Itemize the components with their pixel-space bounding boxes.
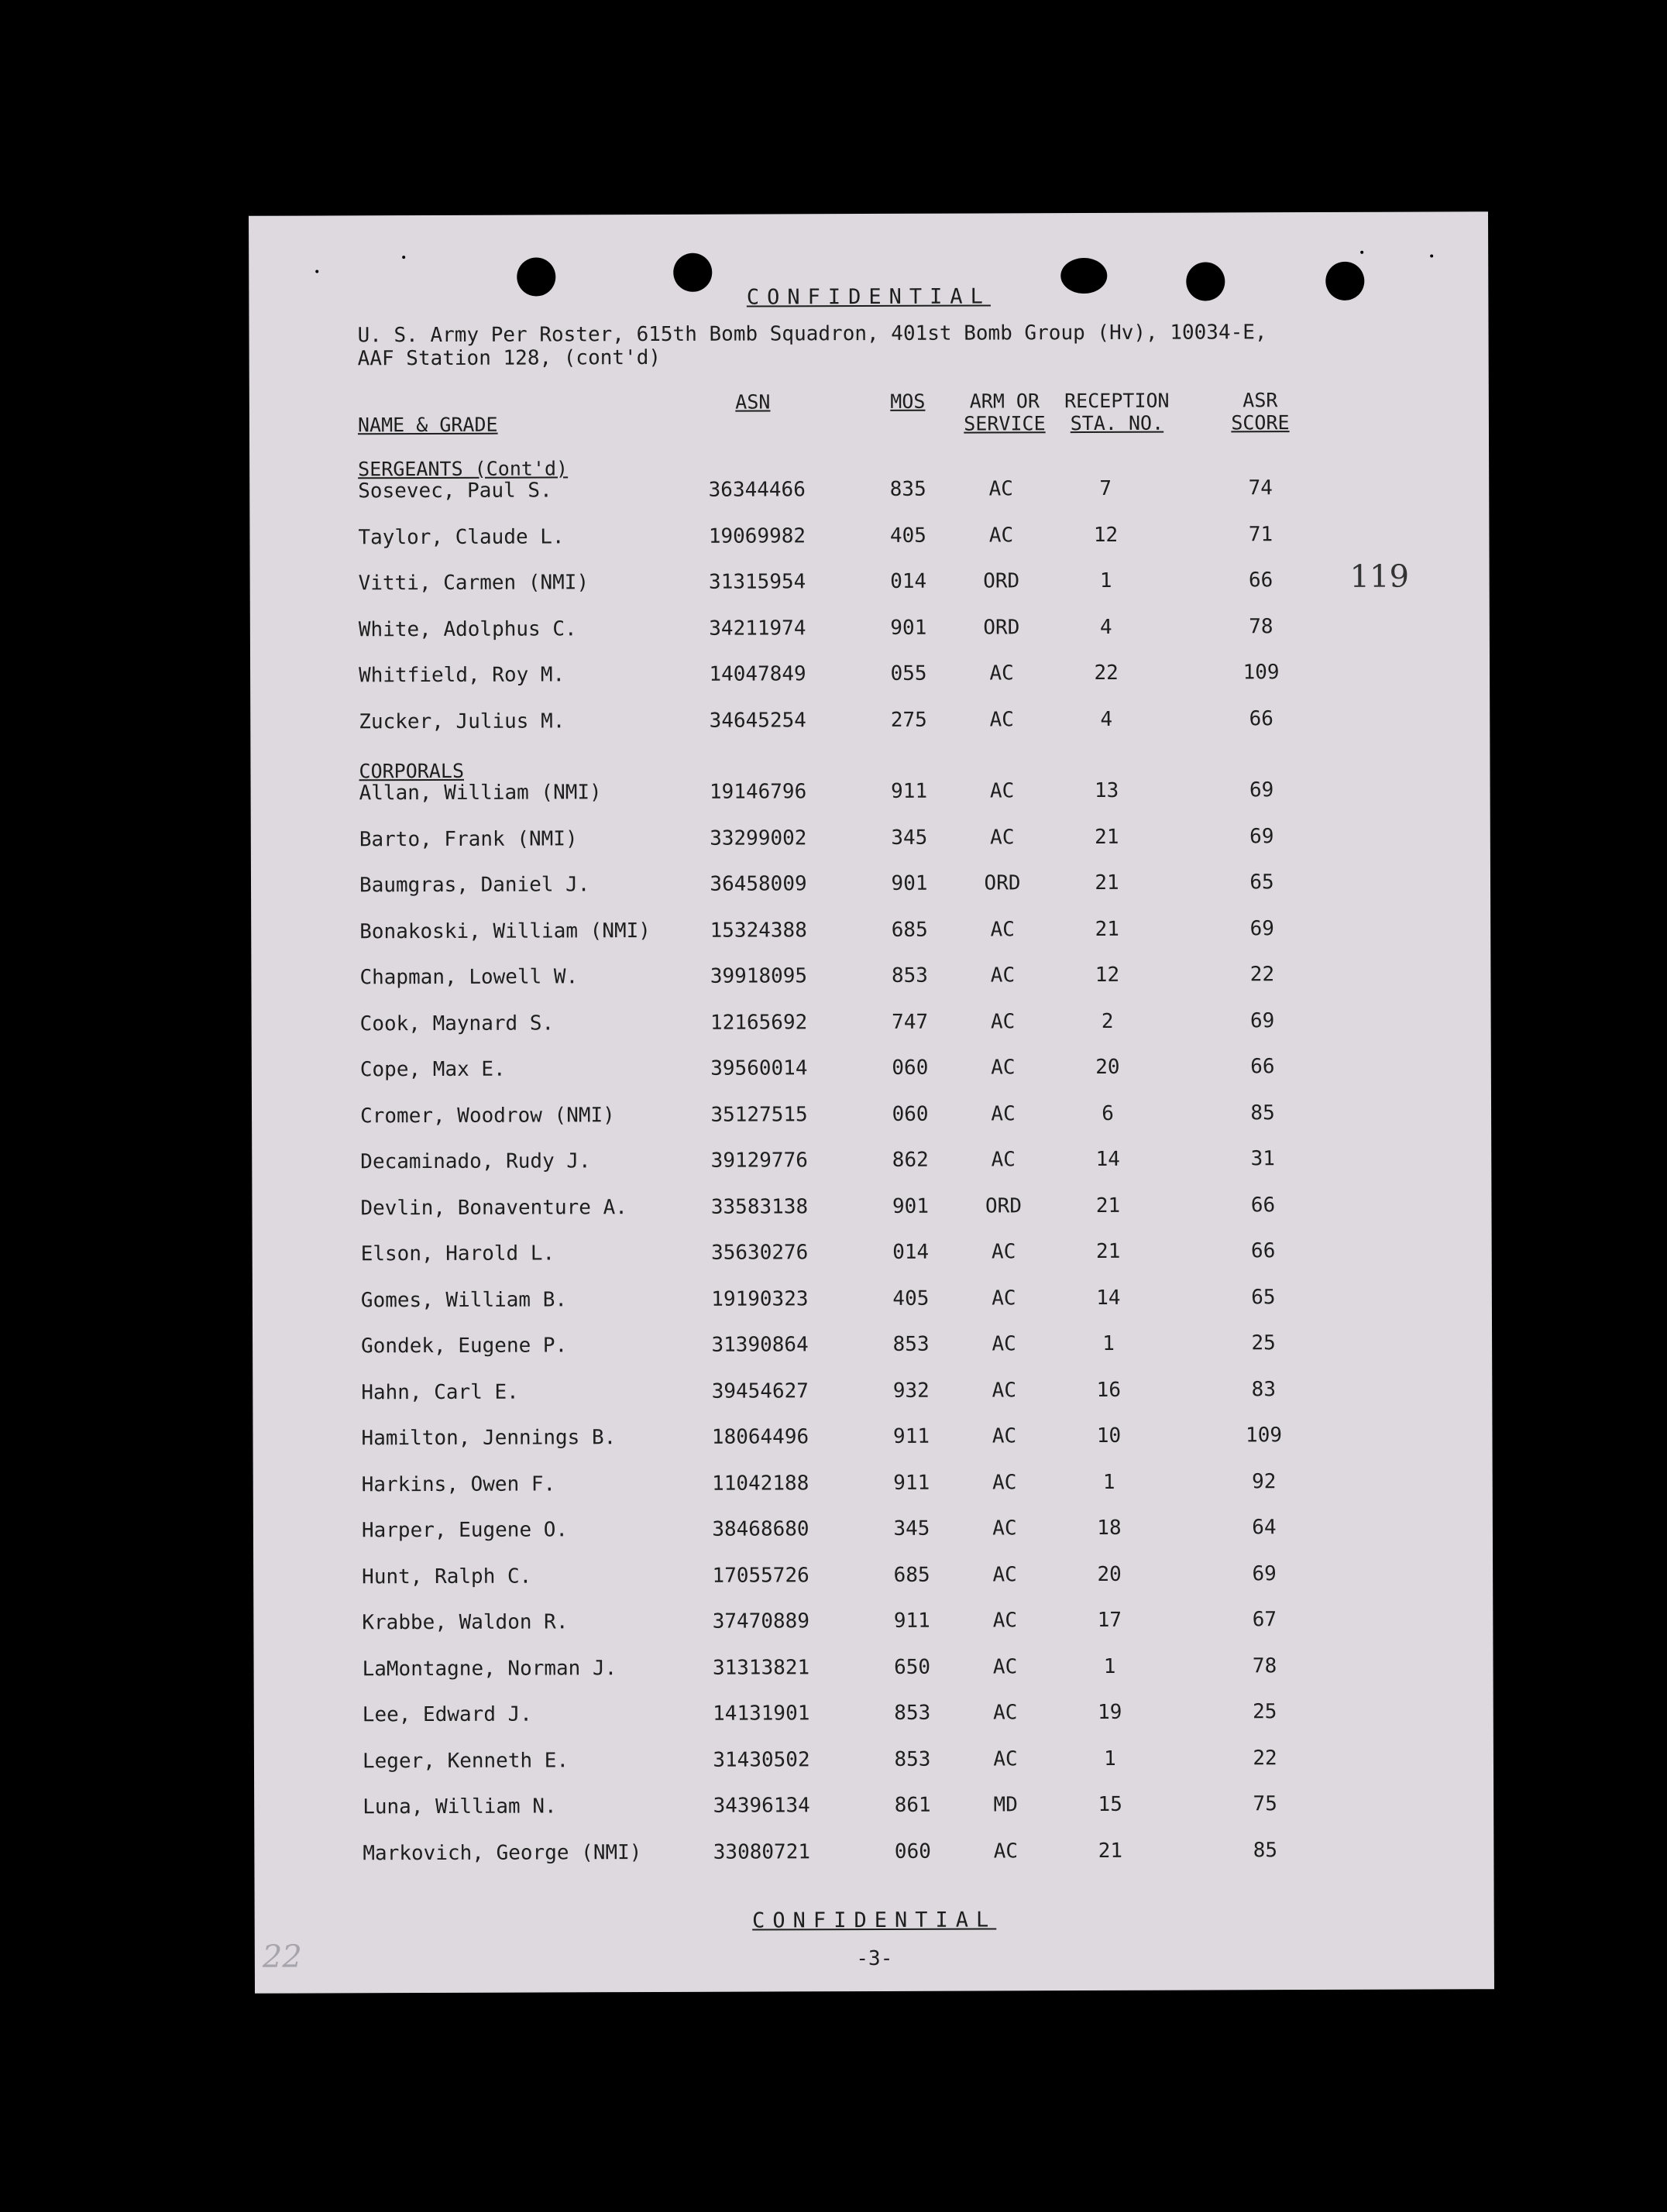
- cell-arm: AC: [993, 1747, 1018, 1771]
- cell-name: Allan, William (NMI): [359, 781, 602, 805]
- cell-name: Gondek, Eugene P.: [361, 1334, 568, 1358]
- cell-asr: 69: [1249, 916, 1274, 940]
- cell-asr: 69: [1252, 1561, 1277, 1585]
- cell-arm: AC: [991, 1148, 1016, 1172]
- cell-asn: 12165692: [710, 1010, 808, 1035]
- cell-arm: ORD: [983, 615, 1020, 639]
- table-row: [251, 962, 1490, 998]
- cell-asr: 31: [1250, 1147, 1275, 1171]
- cell-asn: 17055726: [712, 1563, 809, 1588]
- cell-arm: AC: [992, 1286, 1016, 1310]
- cell-rec: 1: [1099, 568, 1112, 592]
- table-row: [253, 1561, 1493, 1597]
- table-row: [253, 1423, 1492, 1458]
- table-row: [251, 778, 1490, 813]
- cell-name: Lee, Edward J.: [362, 1702, 532, 1727]
- cell-rec: 14: [1095, 1147, 1120, 1171]
- cell-asr: 25: [1253, 1700, 1277, 1724]
- cell-name: Gomes, William B.: [360, 1287, 568, 1312]
- cell-arm: AC: [992, 1654, 1018, 1678]
- cell-name: Decaminado, Rudy J.: [360, 1149, 591, 1174]
- cell-asr: 66: [1250, 1193, 1276, 1217]
- cell-arm: ORD: [984, 871, 1021, 895]
- cell-rec: 1: [1102, 1331, 1115, 1355]
- cell-asr: 78: [1249, 614, 1273, 638]
- cell-rec: 14: [1096, 1286, 1121, 1310]
- cell-mos: 685: [893, 1563, 930, 1587]
- cell-rec: 15: [1098, 1792, 1122, 1816]
- cell-asn: 33583138: [710, 1194, 809, 1219]
- cell-asr: 65: [1251, 1285, 1276, 1309]
- cell-rec: 20: [1097, 1562, 1122, 1586]
- cell-arm: AC: [992, 1332, 1016, 1356]
- cell-rec: 20: [1095, 1055, 1120, 1079]
- cell-mos: 275: [890, 708, 927, 732]
- cell-asr: 83: [1251, 1377, 1277, 1401]
- cell-mos: 911: [893, 1471, 930, 1495]
- cell-name: Harper, Eugene O.: [361, 1518, 569, 1543]
- cell-asr: 69: [1249, 778, 1274, 802]
- table-row: [252, 1193, 1491, 1228]
- table-row: [250, 706, 1490, 742]
- cell-mos: 853: [891, 963, 928, 988]
- cell-asn: 19069982: [708, 524, 806, 548]
- table-row: [253, 1331, 1492, 1366]
- cell-rec: 21: [1095, 917, 1119, 941]
- table-row: [253, 1377, 1492, 1413]
- cell-name: Vitti, Carmen (NMI): [358, 571, 589, 596]
- cell-asr: 64: [1252, 1516, 1277, 1540]
- cell-name: Zucker, Julius M.: [359, 709, 565, 733]
- cell-arm: AC: [988, 477, 1013, 501]
- cell-arm: AC: [992, 1470, 1017, 1494]
- cell-arm: AC: [990, 963, 1016, 988]
- cell-asr: 85: [1253, 1838, 1278, 1862]
- table-row: [253, 1469, 1493, 1505]
- cell-asr: 25: [1251, 1331, 1276, 1355]
- table-row: [252, 1101, 1491, 1136]
- cell-name: Cook, Maynard S.: [359, 1011, 555, 1036]
- table-row: [251, 870, 1490, 905]
- cell-rec: 4: [1099, 615, 1112, 639]
- cell-rec: 6: [1102, 1101, 1114, 1125]
- cell-asr: 66: [1250, 1239, 1276, 1263]
- col-header-asr: ASR SCORE: [1231, 389, 1290, 434]
- cell-mos: 055: [890, 661, 927, 685]
- table-row: [254, 1699, 1493, 1735]
- cell-mos: 901: [891, 871, 928, 895]
- cell-arm: AC: [990, 825, 1015, 849]
- cell-name: Cromer, Woodrow (NMI): [360, 1103, 615, 1128]
- speck: [315, 270, 318, 273]
- cell-mos: 911: [893, 1609, 930, 1633]
- cell-asr: 66: [1249, 706, 1273, 730]
- cell-mos: 405: [889, 524, 926, 548]
- cell-mos: 835: [889, 477, 926, 501]
- cell-mos: 862: [892, 1148, 929, 1172]
- cell-asn: 39560014: [710, 1056, 808, 1080]
- cell-asn: 14131901: [713, 1702, 810, 1726]
- table-row: [254, 1791, 1493, 1827]
- cell-mos: 853: [894, 1747, 931, 1771]
- table-row: [254, 1838, 1493, 1874]
- cell-asn: 31313821: [712, 1655, 810, 1680]
- cell-name: LaMontagne, Norman J.: [362, 1656, 617, 1681]
- cell-mos: 345: [893, 1516, 930, 1540]
- cell-name: Baumgras, Daniel J.: [359, 873, 590, 898]
- cell-name: Barto, Frank (NMI): [359, 826, 578, 851]
- cell-name: Hamilton, Jennings B.: [361, 1426, 617, 1451]
- cell-asn: 11042188: [712, 1471, 809, 1496]
- table-row: [252, 1054, 1491, 1090]
- cell-asn: 38468680: [712, 1517, 809, 1541]
- cell-rec: 13: [1094, 778, 1119, 802]
- stamped-number: 119: [1349, 558, 1410, 595]
- table-row: [253, 1654, 1493, 1689]
- cell-rec: 19: [1098, 1700, 1122, 1724]
- cell-name: Taylor, Claude L.: [358, 524, 565, 549]
- cell-mos: 685: [891, 918, 928, 942]
- table-row: [251, 824, 1490, 860]
- cell-name: Krabbe, Waldon R.: [362, 1610, 569, 1635]
- cell-name: Leger, Kenneth E.: [362, 1748, 569, 1773]
- cell-mos: 014: [890, 569, 927, 593]
- cell-arm: ORD: [983, 569, 1020, 593]
- cell-asr: 78: [1252, 1654, 1277, 1678]
- cell-mos: 747: [892, 1010, 929, 1034]
- col-header-name: NAME & GRADE: [357, 413, 498, 437]
- cell-arm: AC: [992, 1609, 1018, 1633]
- cell-asr: 74: [1248, 476, 1273, 500]
- speck: [1360, 251, 1363, 254]
- table-row: [251, 916, 1490, 952]
- cell-name: Hahn, Carl E.: [361, 1380, 519, 1404]
- cell-name: Elson, Harold L.: [360, 1242, 555, 1266]
- cell-name: Sosevec, Paul S.: [358, 479, 552, 503]
- cell-arm: AC: [992, 1424, 1017, 1448]
- confidential-header: CONFIDENTIAL: [746, 284, 991, 310]
- cell-asn: 33299002: [710, 826, 807, 850]
- cell-name: Bonakoski, William (NMI): [359, 919, 651, 943]
- speck: [402, 256, 405, 259]
- speck: [1430, 254, 1433, 257]
- cell-name: Hunt, Ralph C.: [362, 1565, 532, 1589]
- cell-asn: 19190323: [711, 1286, 809, 1311]
- cell-arm: ORD: [985, 1194, 1023, 1218]
- cell-mos: 060: [892, 1102, 929, 1126]
- cell-arm: AC: [991, 1056, 1016, 1080]
- cell-mos: 405: [892, 1286, 930, 1310]
- cell-arm: MD: [993, 1793, 1018, 1817]
- cell-name: Devlin, Bonaventure A.: [360, 1195, 627, 1220]
- cell-asn: 34211974: [709, 616, 806, 641]
- cell-asn: 39454627: [711, 1379, 809, 1403]
- cell-asn: 36458009: [710, 872, 807, 896]
- cell-mos: 345: [891, 826, 928, 850]
- cell-asn: 33080721: [713, 1839, 811, 1864]
- col-header-mos: MOS: [890, 390, 926, 413]
- cell-name: Markovich, George (NMI): [363, 1840, 642, 1865]
- page-number: -3-: [856, 1946, 893, 1971]
- cell-asr: 67: [1252, 1608, 1277, 1632]
- cell-asr: 66: [1248, 568, 1273, 592]
- cell-mos: 911: [891, 779, 928, 803]
- cell-asn: 34645254: [709, 708, 806, 733]
- cell-asn: 31430502: [713, 1747, 810, 1772]
- cell-asr: 92: [1252, 1469, 1277, 1493]
- cell-asn: 14047849: [709, 662, 806, 686]
- confidential-footer: CONFIDENTIAL: [752, 1908, 997, 1933]
- cell-rec: 12: [1095, 963, 1120, 987]
- cell-asn: 15324388: [710, 918, 807, 943]
- cell-rec: 21: [1095, 1239, 1121, 1263]
- cell-asr: 75: [1253, 1792, 1277, 1816]
- cell-rec: 7: [1099, 476, 1112, 500]
- cell-rec: 21: [1095, 871, 1119, 895]
- cell-arm: AC: [989, 707, 1014, 731]
- cell-asn: 39129776: [710, 1149, 808, 1173]
- roster-title-line-1: U. S. Army Per Roster, 615th Bomb Squadron, 401st Bomb Group (Hv), 10034-E,: [357, 321, 1267, 348]
- cell-rec: 21: [1095, 1194, 1121, 1218]
- cell-name: Luna, William N.: [363, 1795, 557, 1819]
- table-row: [250, 614, 1490, 650]
- cell-rec: 17: [1097, 1608, 1122, 1632]
- table-row: [252, 1146, 1491, 1182]
- cell-arm: AC: [993, 1839, 1019, 1863]
- roster-page: [249, 211, 1494, 1994]
- cell-asr: 69: [1249, 1008, 1275, 1032]
- cell-name: Whitfield, Roy M.: [359, 663, 565, 688]
- cell-rec: 4: [1100, 707, 1113, 731]
- cell-asn: 39918095: [710, 964, 808, 988]
- cell-rec: 1: [1102, 1470, 1115, 1494]
- cell-arm: AC: [993, 1701, 1018, 1725]
- cell-asr: 22: [1253, 1746, 1277, 1770]
- cell-mos: 901: [892, 1194, 930, 1218]
- table-row: [253, 1285, 1492, 1321]
- cell-mos: 901: [890, 616, 927, 640]
- cell-asn: 18064496: [711, 1425, 809, 1449]
- table-row: [249, 522, 1489, 558]
- roster-title-line-2: AAF Station 128, (cont'd): [357, 345, 662, 371]
- table-row: [250, 660, 1490, 696]
- cell-arm: AC: [990, 1009, 1016, 1033]
- cell-arm: AC: [991, 1101, 1016, 1125]
- cell-rec: 1: [1104, 1747, 1116, 1771]
- cell-arm: AC: [991, 1240, 1016, 1264]
- cell-rec: 1: [1103, 1654, 1116, 1678]
- cell-mos: 014: [892, 1240, 930, 1264]
- cell-mos: 853: [894, 1701, 931, 1725]
- cell-asn: 19146796: [709, 780, 807, 804]
- cell-asn: 35127515: [710, 1102, 808, 1127]
- cell-arm: AC: [992, 1562, 1017, 1586]
- cell-arm: AC: [989, 661, 1014, 685]
- cell-rec: 21: [1098, 1839, 1123, 1863]
- cell-mos: 060: [892, 1056, 929, 1080]
- cell-rec: 18: [1097, 1516, 1122, 1540]
- cell-rec: 16: [1096, 1378, 1122, 1402]
- table-row: [250, 568, 1490, 603]
- cell-mos: 650: [894, 1655, 931, 1679]
- cell-rec: 22: [1094, 661, 1119, 685]
- cell-asr: 85: [1250, 1101, 1275, 1125]
- cell-asr: 109: [1245, 1424, 1283, 1448]
- col-header-reception: RECEPTION STA. NO.: [1064, 389, 1170, 435]
- cell-name: Harkins, Owen F.: [361, 1472, 556, 1496]
- cell-mos: 911: [892, 1424, 930, 1448]
- cell-arm: AC: [988, 523, 1014, 547]
- cell-asn: 34396134: [713, 1794, 810, 1818]
- cell-asn: 31390864: [711, 1333, 809, 1357]
- cell-asr: 65: [1249, 871, 1274, 895]
- cell-rec: 2: [1101, 1009, 1114, 1033]
- cell-mos: 861: [894, 1793, 931, 1817]
- cell-arm: AC: [989, 779, 1015, 803]
- cell-arm: AC: [990, 917, 1015, 941]
- cell-arm: AC: [992, 1516, 1017, 1540]
- cell-asn: 37470889: [712, 1609, 809, 1633]
- cell-mos: 932: [892, 1379, 930, 1403]
- cell-asr: 22: [1249, 963, 1275, 987]
- col-header-asn: ASN: [735, 390, 771, 414]
- cell-mos: 060: [894, 1839, 931, 1863]
- cell-asn: 35630276: [710, 1241, 809, 1265]
- table-row: [254, 1746, 1493, 1781]
- cell-name: Cope, Max E.: [359, 1057, 506, 1082]
- cell-asn: 36344466: [708, 478, 806, 502]
- cell-asr: 71: [1248, 522, 1273, 546]
- table-row: [249, 476, 1489, 511]
- table-row: [252, 1008, 1491, 1044]
- col-header-arm: ARM OR SERVICE: [964, 390, 1046, 435]
- cell-name: White, Adolphus C.: [358, 617, 577, 641]
- cell-rec: 21: [1095, 825, 1119, 849]
- cell-asr: 66: [1250, 1055, 1275, 1079]
- cell-name: Chapman, Lowell W.: [359, 965, 579, 990]
- table-row: [253, 1238, 1492, 1274]
- table-row: [253, 1607, 1493, 1643]
- cell-mos: 853: [892, 1332, 930, 1356]
- cell-asn: 31315954: [708, 570, 806, 594]
- pencil-mark: 22: [262, 1939, 302, 1975]
- cell-asr: 69: [1249, 824, 1274, 848]
- cell-arm: AC: [992, 1378, 1017, 1402]
- cell-asr: 109: [1243, 661, 1280, 685]
- cell-rec: 12: [1093, 523, 1119, 547]
- table-row: [253, 1515, 1493, 1551]
- cell-rec: 10: [1096, 1424, 1122, 1448]
- section-title: SERGEANTS (Cont'd): [358, 457, 569, 481]
- section-title: CORPORALS: [359, 759, 465, 783]
